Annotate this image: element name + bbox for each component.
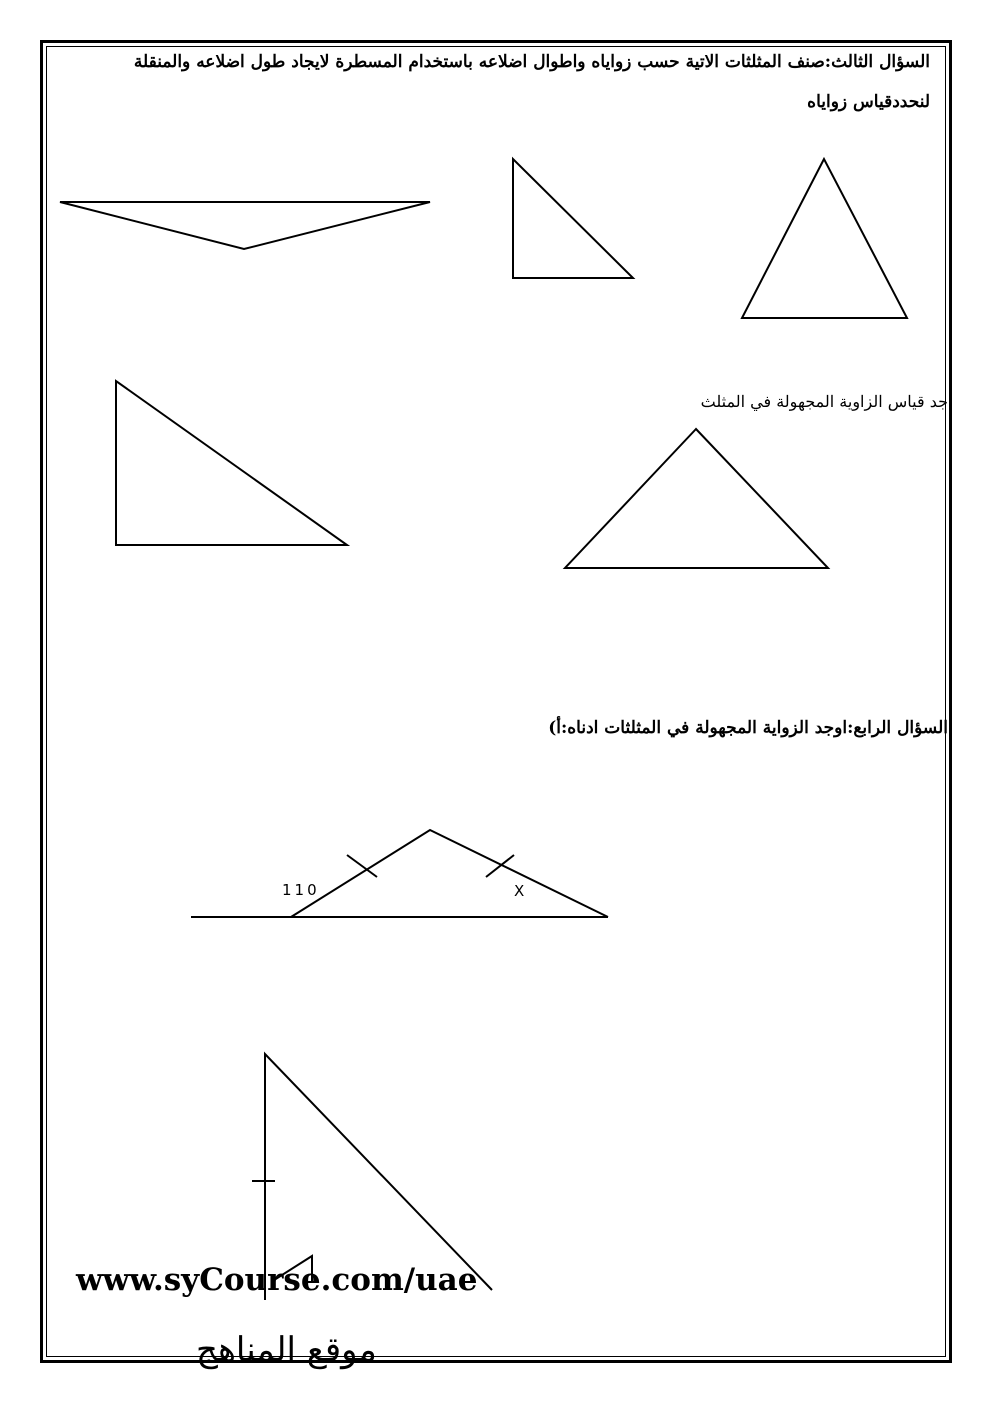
find-unknown-angle-instruction: جد قياس الزاوية المجهولة في المثلث [700, 392, 948, 411]
unknown-angle-label: X [514, 882, 528, 900]
exterior-angle-label: 110 [282, 881, 320, 899]
question4-title: السؤال الرابع:اوجد الزواية المجهولة في المثلثات ادناه:أ) [548, 718, 948, 738]
obtuse-triangle [60, 202, 430, 249]
watermark-site-name: موقع المناهج [196, 1330, 377, 1370]
exterior-angle-figure [191, 830, 608, 917]
acute-triangle [742, 159, 907, 318]
right-triangle-small [513, 159, 633, 278]
question3-text-line1: السؤال الثالث:صنف المثلثات الاتية حسب زواياه واطوال اضلاعه باستخدام المسطرة لايجاد طول اضلاعه والمنقلة [133, 52, 930, 72]
isosceles-triangle [565, 429, 828, 568]
right-triangle-large [116, 381, 347, 545]
question3-text-line2: لنحددقياس زواياه [807, 92, 930, 112]
watermark-url: www.syCourse.com/uae [76, 1262, 478, 1298]
tick-mark-right [486, 855, 514, 877]
